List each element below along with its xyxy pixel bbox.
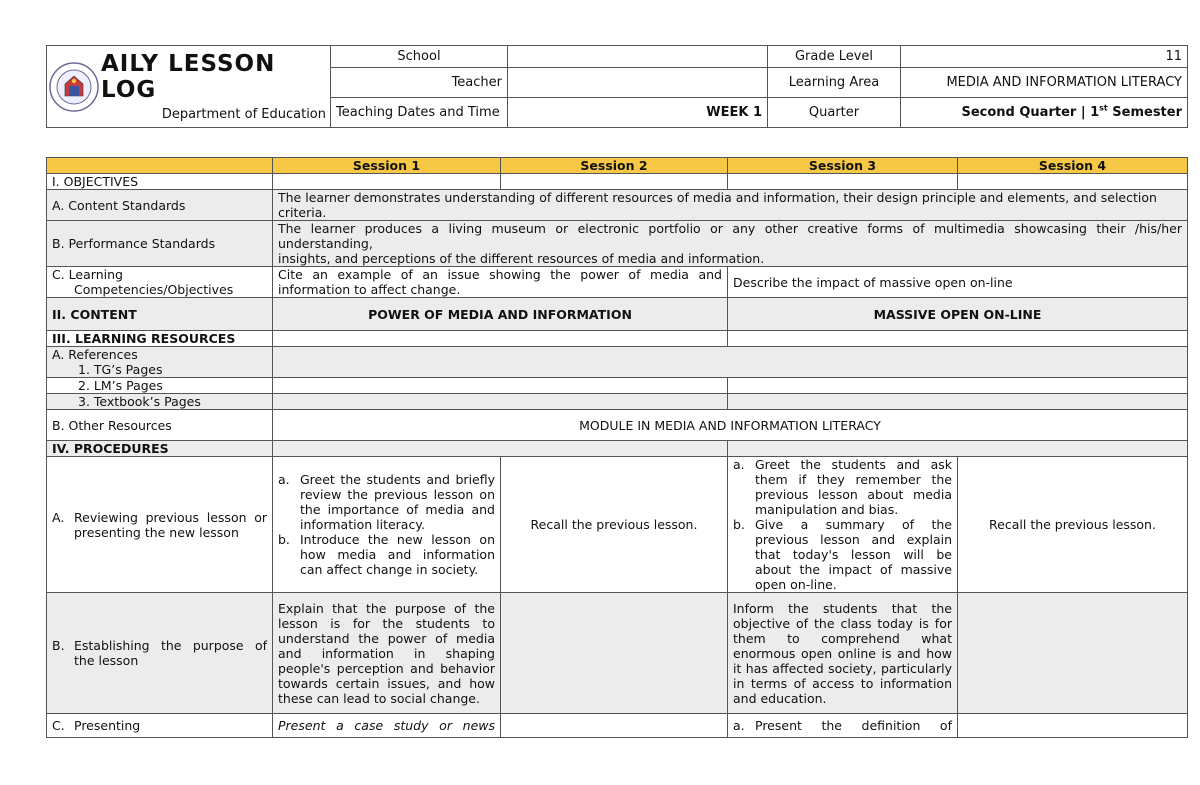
grade-level-value: 11	[901, 46, 1188, 68]
lm-pages-row	[47, 378, 1188, 394]
review-session-1	[273, 457, 501, 593]
session-header-row	[47, 158, 1188, 174]
purpose-session-3: Inform the students that the objective of the class today is for them to comprehend what enormous open online is and how it has affected society, particularly in terms of access to information and education.	[728, 593, 958, 714]
purpose-row	[47, 593, 1188, 714]
session-3-header: Session 3	[728, 158, 958, 174]
review-session-3	[728, 457, 958, 593]
teaching-dates-label: Teaching Dates and Time	[331, 98, 508, 128]
session-header-blank	[47, 158, 273, 174]
content-heading: II. CONTENT	[47, 298, 273, 331]
other-resources-value: MODULE IN MEDIA AND INFORMATION LITERACY	[273, 410, 1188, 441]
presenting-session-4	[958, 714, 1188, 738]
session-4-header: Session 4	[958, 158, 1188, 174]
textbook-pages-row	[47, 394, 1188, 410]
teaching-dates-value: WEEK 1	[508, 98, 768, 128]
presenting-session-2	[501, 714, 728, 738]
purpose-session-1: Explain that the purpose of the lesson is for the students to understand the power of media and information in shaping people's perception and behavior towards certain issues, and how these can lead to social change.	[273, 593, 501, 714]
review-lesson-row	[47, 457, 1188, 593]
presenting-row	[47, 714, 1188, 738]
objectives-row	[47, 174, 1188, 190]
learning-area-value: MEDIA AND INFORMATION LITERACY	[901, 68, 1188, 98]
quarter-value: Second Quarter | 1st Semester	[901, 98, 1188, 128]
learning-resources-row	[47, 331, 1188, 347]
other-resources-label: B. Other Resources	[47, 410, 273, 441]
teacher-label: Teacher	[331, 68, 508, 98]
references-row	[47, 347, 1188, 378]
review-session-2: Recall the previous lesson.	[501, 457, 728, 593]
lm-pages-label: 2. LM’s Pages	[47, 378, 273, 394]
logo-cell	[47, 46, 331, 128]
performance-standards-text: The learner produces a living museum or electronic portfolio or any other creative forms of multimedia showcasing their /his/her understanding, insights, and perceptions of the different resources of media and information.	[273, 221, 1188, 267]
competency-session-1-2: Cite an example of an issue showing the power of media and information to affect change.	[273, 267, 728, 298]
presenting-label: C. Presenting	[47, 714, 273, 738]
competencies-row	[47, 267, 1188, 298]
review-session-4: Recall the previous lesson.	[958, 457, 1188, 593]
content-standards-text: The learner demonstrates understanding of different resources of media and information, their design principle and elements, and selection criteria.	[273, 190, 1188, 221]
department-name: Department of Education	[161, 107, 326, 122]
procedures-heading: IV. PROCEDURES	[47, 441, 273, 457]
references-label: A. References 1. TG’s Pages	[47, 347, 273, 378]
purpose-label: B. Establishing the purpose of the lesson	[47, 593, 273, 714]
purpose-session-4	[958, 593, 1188, 714]
competency-session-3-4: Describe the impact of massive open on-line	[728, 267, 1188, 298]
content-standards-row	[47, 190, 1188, 221]
review-lesson-label: A. Reviewing previous lesson or presenting the new lesson	[47, 457, 273, 593]
review-s3-item: b. Give a summary of the previous lesson and explain that today's lesson will be about the impact of massive open on-line.	[733, 517, 952, 592]
deped-seal-icon	[49, 62, 99, 112]
school-label: School	[331, 46, 508, 68]
objectives-heading: I. OBJECTIVES	[47, 174, 273, 190]
lesson-log-table	[46, 157, 1188, 738]
school-value	[508, 46, 768, 68]
review-s3-item: a. Greet the students and ask them if they remember the previous lesson about media manipulation and bias.	[733, 457, 952, 517]
header-table	[46, 45, 1188, 128]
performance-standards-row	[47, 221, 1188, 267]
lesson-log-title: AILY LESSON LOG	[101, 51, 276, 103]
learning-area-label: Learning Area	[768, 68, 901, 98]
content-standards-label: A. Content Standards	[47, 190, 273, 221]
quarter-label: Quarter	[768, 98, 901, 128]
grade-level-label: Grade Level	[768, 46, 901, 68]
content-session-1-2: POWER OF MEDIA AND INFORMATION	[273, 298, 728, 331]
purpose-session-2	[501, 593, 728, 714]
textbook-pages-label: 3. Textbook’s Pages	[47, 394, 273, 410]
session-2-header: Session 2	[501, 158, 728, 174]
procedures-row	[47, 441, 1188, 457]
review-s1-item: b. Introduce the new lesson on how media and information can affect change in society.	[278, 532, 495, 577]
content-session-3-4: MASSIVE OPEN ON-LINE	[728, 298, 1188, 331]
review-s1-item: a. Greet the students and briefly review the previous lesson on the importance of media and information literacy.	[278, 472, 495, 532]
performance-standards-label: B. Performance Standards	[47, 221, 273, 267]
teacher-value	[508, 68, 768, 98]
competencies-label: C. Learning Competencies/Objectives	[47, 267, 273, 298]
session-1-header: Session 1	[273, 158, 501, 174]
other-resources-row	[47, 410, 1188, 441]
content-row	[47, 298, 1188, 331]
learning-resources-heading: III. LEARNING RESOURCES	[47, 331, 273, 347]
presenting-session-3: a. Present the definition of	[728, 714, 958, 738]
presenting-session-1: Present a case study or news	[273, 714, 501, 738]
